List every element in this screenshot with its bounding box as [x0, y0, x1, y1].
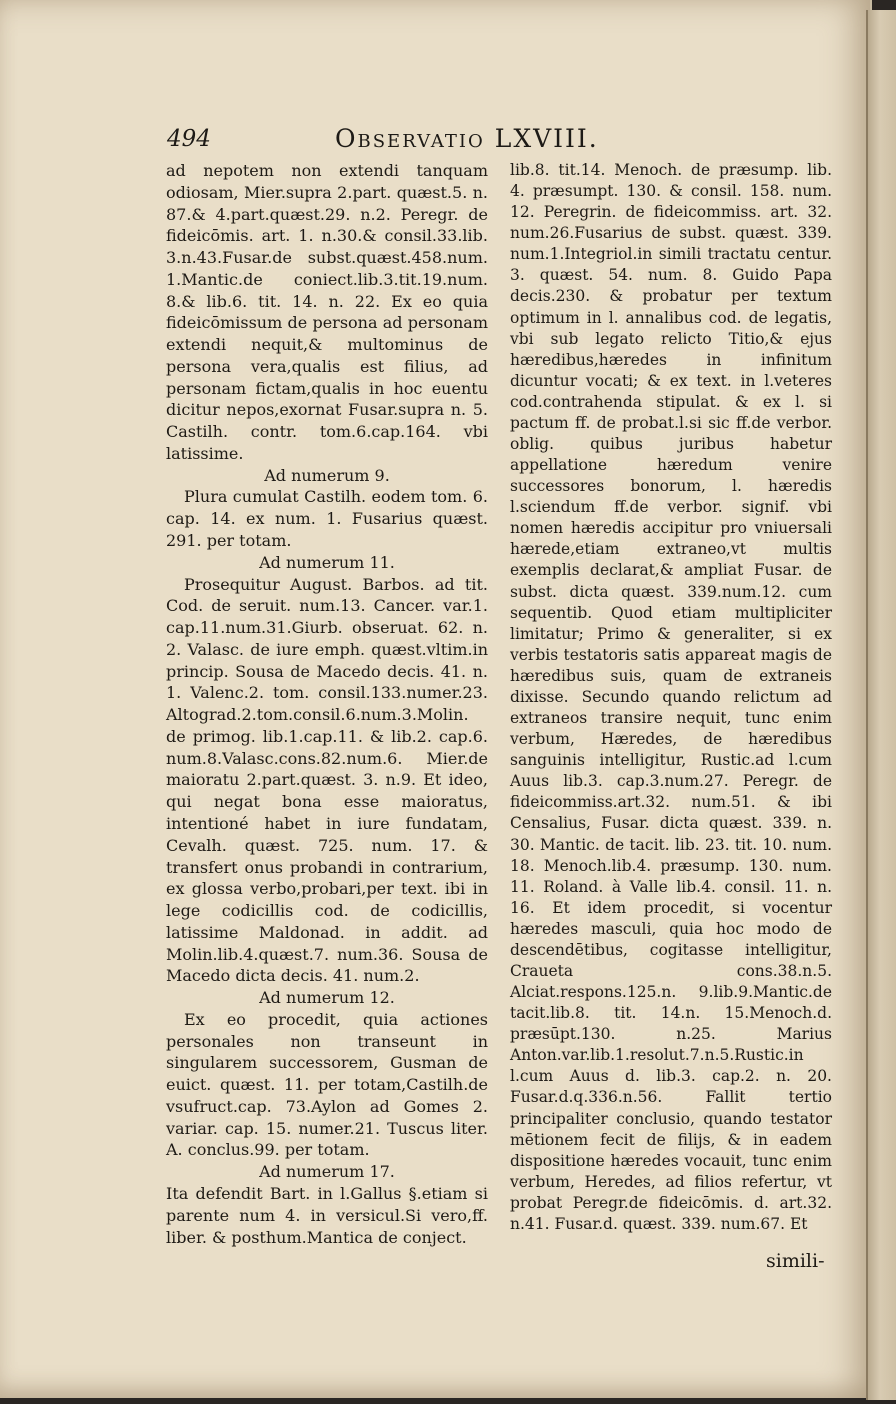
adjacent-page-edge — [866, 10, 896, 1400]
paragraph: Prosequitur August. Barbos. ad tit. Cod. de seruit. num.13. Cancer. var.1. cap.11.num.31.Giurb. obseruat. 62. n. 2. Valasc. de iure emph. quæst.vltim.in princip. Sousa de Macedo decis. 41. n. 1. Valenc.2. tom. consil.133.numer.23. Altograd.2.tom.consil.6.num.3.Molin. de primog. lib.1.cap.11. & lib.2. cap.6. num.8.Valasc.cons.82.num.6. Mier.de maioratu 2.part.quæst. 3. n.9. Et ideo, qui negat bona esse maioratus, intentioné habet in iure fundatam, Cevalh. quæst. 725. num. 17. & transfert onus probandi in contrarium, ex glossa verbo,probari,per text. ibi in lege codicillis cod. de codicillis, latissime Maldonad. in addit. ad Molin.lib.4.quæst.7. num.36. Sousa de Macedo dicta decis. 41. num.2. — [166, 574, 488, 986]
paragraph: lib.8. tit.14. Menoch. de præsump. lib. 4. præsumpt. 130. & consil. 158. num. 12. Peregrin. de fideicommiss. art. 32. num.26.Fusarius de subst. quæst. 339. num.1.Integriol.in simili tractatu centur. 3. quæst. 54. num. 8. Guido Papa decis.230. & probatur per textum optimum in l. annalibus cod. de legatis, vbi sub legato relicto Titio,& ejus hæredibus,hæredes in infinitum dicuntur vocati; & ex text. in l.veteres cod.contrahenda stipulat. & ex l. si pactum ff. de probat.l.si sic ff.de verbor. oblig. quibus juribus habetur appellatione hæredum venire successores bonorum, l. hæredis l.sciendum ff.de verbor. signif. vbi nomen hæredis accipitur pro vniuersali hærede,etiam extraneo,vt multis exemplis declarat,& ampliat Fusar. de subst. dicta quæst. 339.num.12. cum sequentib. Quod etiam multipliciter limitatur; Primo & generaliter, si ex verbis testatoris satis appareat magis de hæredibus suis, quam de extraneis dixisse. Secundo quando relictum ad extraneos transire nequit, tunc enim verbum, Hæredes, de hæredibus sanguinis intelligitur, Rustic.ad l.cum Auus lib.3. cap.3.num.27. Peregr. de fideicommiss.art.32. num.51. & ibi Censalius, Fusar. dicta quæst. 339. n. 30. Mantic. de tacit. lib. 23. tit. 10. num. 18. Menoch.lib.4. præsump. 130. num. 11. Roland. à Valle lib.4. consil. 11. n. 16. Et idem procedit, si vocentur hæredes masculi, quia hoc modo de descendētibus, cogitasse intelligitur, Craueta cons.38.n.5. Alciat.respons.125.n. 9.lib.9.Mantic.de tacit.lib.8. tit. 14.n. 15.Menoch.d. præsūpt.130. n.25. Marius Anton.var.lib.1.resolut.7.n.5.Rustic.in l.cum Auus d. lib.3. cap.2. n. 20. Fusar.d.q.336.n.56. Fallit tertio principaliter conclusio, quando testator mētionem fecit de filijs, & in eadem dispositione hæredes vocauit, tunc enim verbum, Heredes, ad filios refertur, vt probat Peregr.de fideicōmis. d. art.32. n.41. Fusar.d. quæst. 339. num.67. Et — [510, 161, 832, 1233]
paragraph: Plura cumulat Castilh. eodem tom. 6. cap. 14. ex num. 1. Fusarius quæst. 291. per totam. — [166, 487, 488, 551]
section-heading: Ad numerum 17. — [259, 1162, 395, 1182]
running-title: Observatio LXVIII. — [335, 124, 599, 153]
right-column — [510, 160, 832, 1235]
section-heading: Ad numerum 11. — [259, 552, 395, 572]
section-heading: Ad numerum 12. — [259, 988, 395, 1008]
paragraph: Ex eo procedit, quia actiones personales non transeunt in singularem successorem, Gusman de euict. quæst. 11. per totam,Castilh.de vsufruct.cap. 73.Aylon ad Gomes 2. variar. cap. 15. numer.21. Tuscus liter. A. conclus.99. per totam. — [166, 1009, 488, 1160]
paragraph: Ita defendit Bart. in l.Gallus §.etiam si parente num 4. in versicul.Si vero,ff. liber. & posthum.Mantica de conject. — [166, 1183, 488, 1247]
page-number: 494 — [167, 126, 211, 152]
section-heading: Ad numerum 9. — [264, 465, 390, 485]
page-header — [167, 124, 827, 160]
left-column — [166, 160, 488, 1248]
catchword: simili- — [766, 1250, 825, 1272]
paragraph: ad nepotem non extendi tanquam odiosam, Mier.supra 2.part. quæst.5. n. 87.& 4.part.quæst.29. n.2. Peregr. de fideicōmis. art. 1. n.30.& consil.33.lib. 3.n.43.Fusar.de subst.quæst.458.num. 1.Mantic.de coniect.lib.3.tit.19.num. 8.& lib.6. tit. 14. n. 22. Ex eo quia fideicōmissum de persona ad personam extendi nequit,& multominus de persona vera,qualis est filius, ad personam fictam,qualis in hoc euentu dicitur nepos,exornat Fusar.supra n. 5. Castilh. contr. tom.6.cap.164. vbi latissime. — [166, 161, 488, 463]
